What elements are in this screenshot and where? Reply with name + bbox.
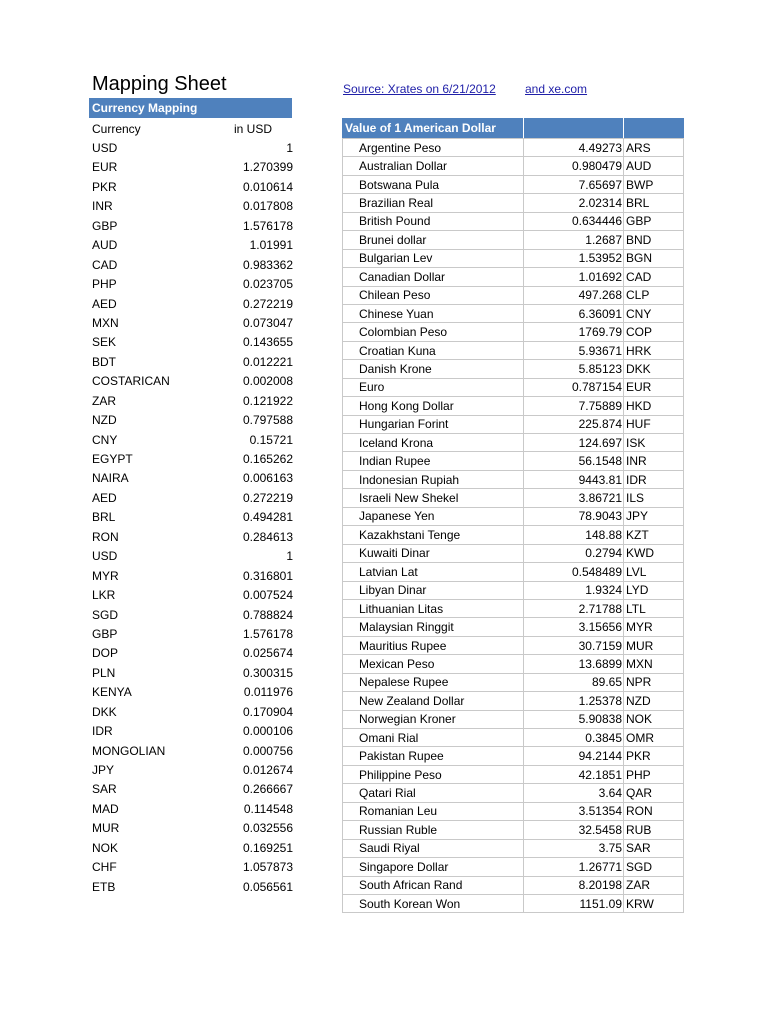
table-row (343, 378, 684, 396)
usd-value: 0.266667 (242, 782, 293, 797)
usd-value: 0.797588 (242, 413, 293, 428)
exchange-rate: 0.787154 (524, 378, 624, 396)
table-row (89, 839, 295, 858)
table-row (343, 526, 684, 544)
table-row (89, 431, 295, 450)
currency-name: Qatari Rial (343, 784, 524, 802)
exchange-rate: 148.88 (524, 526, 624, 544)
table-row (89, 722, 295, 741)
currency-code: PKR (92, 179, 117, 194)
usd-value: 0.011976 (243, 685, 293, 700)
currency-code: SGD (624, 858, 684, 876)
table-row (343, 876, 684, 894)
currency-name: Hong Kong Dollar (343, 397, 524, 415)
exchange-rate: 0.3845 (524, 729, 624, 747)
currency-name: Chilean Peso (343, 286, 524, 304)
currency-name: Brunei dollar (343, 231, 524, 249)
currency-code: NPR (624, 673, 684, 691)
exchange-rate: 1.01692 (524, 268, 624, 286)
table-row (89, 761, 295, 780)
exchange-rate: 42.1851 (524, 765, 624, 783)
exchange-rate: 78.9043 (524, 507, 624, 525)
table-row (89, 606, 295, 625)
currency-code: ZAR (92, 393, 116, 408)
table-row (343, 341, 684, 359)
table-row (89, 683, 295, 702)
currency-name: Colombian Peso (343, 323, 524, 341)
currency-code: HKD (624, 397, 684, 415)
usd-value: 0.017808 (242, 199, 293, 214)
currency-code: PHP (624, 765, 684, 783)
table-row (89, 450, 295, 469)
table-row (89, 469, 295, 488)
table-row (89, 858, 295, 877)
table-row (89, 742, 295, 761)
currency-code: CNY (624, 304, 684, 322)
exchange-rate: 1151.09 (524, 894, 624, 912)
usd-value: 0.170904 (242, 704, 293, 719)
currency-code: RUB (624, 821, 684, 839)
table-row (89, 489, 295, 508)
usd-value: 1.057873 (242, 860, 293, 875)
currency-name: Brazilian Real (343, 194, 524, 212)
currency-code: MXN (624, 655, 684, 673)
table-row (89, 800, 295, 819)
currency-mapping-table (89, 139, 295, 897)
currency-code: KENYA (92, 685, 132, 700)
usd-value: 0.272219 (242, 296, 293, 311)
exchange-rate: 124.697 (524, 434, 624, 452)
currency-column-header: Currency (92, 122, 141, 136)
currency-name: Mexican Peso (343, 655, 524, 673)
table-row (343, 249, 684, 267)
exchange-rate: 6.36091 (524, 304, 624, 322)
currency-code: LKR (92, 588, 116, 603)
currency-code: HUF (624, 415, 684, 433)
table-row (343, 802, 684, 820)
table-row (343, 470, 684, 488)
currency-code: AED (92, 296, 117, 311)
table-row (89, 644, 295, 663)
dollar-value-header-label: Value of 1 American Dollar (345, 121, 496, 135)
currency-code: COSTARICAN (92, 374, 170, 389)
table-row (89, 236, 295, 255)
currency-name: Kuwaiti Dinar (343, 544, 524, 562)
currency-code: NOK (624, 710, 684, 728)
currency-code: KRW (624, 894, 684, 912)
table-row (343, 839, 684, 857)
currency-code: DOP (92, 646, 119, 661)
table-row (343, 175, 684, 193)
exchange-rate: 5.93671 (524, 341, 624, 359)
table-row (343, 231, 684, 249)
page-title: Mapping Sheet (92, 73, 227, 95)
table-row (89, 703, 295, 722)
usd-value: 0.006163 (242, 471, 293, 486)
usd-value: 1 (286, 549, 293, 564)
table-row (343, 323, 684, 341)
currency-name: Philippine Peso (343, 765, 524, 783)
table-row (343, 747, 684, 765)
table-row (89, 411, 295, 430)
currency-name: Chinese Yuan (343, 304, 524, 322)
currency-name: Nepalese Rupee (343, 673, 524, 691)
table-row (343, 304, 684, 322)
usd-value: 0.788824 (242, 607, 293, 622)
currency-code: ILS (624, 489, 684, 507)
currency-code: KZT (624, 526, 684, 544)
currency-code: JPY (92, 763, 115, 777)
exchange-rate: 1.26771 (524, 858, 624, 876)
currency-name: South African Rand (343, 876, 524, 894)
table-row (343, 139, 684, 157)
usd-value: 0.316801 (242, 568, 293, 583)
currency-code: PKR (624, 747, 684, 765)
currency-code: ETB (92, 879, 116, 894)
currency-code: ZAR (624, 876, 684, 894)
usd-value: 0.165262 (242, 452, 293, 466)
table-row (343, 784, 684, 802)
currency-name: Omani Rial (343, 729, 524, 747)
currency-name: Lithuanian Litas (343, 599, 524, 617)
currency-name: Euro (343, 378, 524, 396)
table-row (89, 197, 295, 216)
exchange-rate: 8.20198 (524, 876, 624, 894)
exchange-rate: 3.86721 (524, 489, 624, 507)
currency-code: SEK (92, 335, 117, 350)
currency-name: Iceland Krona (343, 434, 524, 452)
table-row (343, 692, 684, 710)
table-row (89, 392, 295, 411)
table-row (89, 256, 295, 275)
table-row (89, 780, 295, 799)
exchange-rate: 30.7159 (524, 636, 624, 654)
currency-name: Malaysian Ringgit (343, 618, 524, 636)
currency-code: INR (624, 452, 684, 470)
exchange-rate: 3.75 (524, 839, 624, 857)
table-row (89, 508, 295, 527)
exchange-rate: 3.15656 (524, 618, 624, 636)
usd-value: 0.114548 (243, 801, 293, 816)
currency-code: USD (92, 549, 118, 564)
currency-name: Latvian Lat (343, 563, 524, 581)
currency-code: BWP (624, 175, 684, 193)
usd-value: 0.300315 (242, 665, 293, 680)
currency-code: MUR (624, 636, 684, 654)
exchange-rate: 94.2144 (524, 747, 624, 765)
usd-value: 0.15721 (249, 432, 293, 447)
table-row (343, 563, 684, 581)
currency-code: SAR (92, 782, 117, 797)
table-row (343, 599, 684, 617)
xe-link[interactable]: and xe.com (525, 82, 588, 96)
exchange-rate: 5.90838 (524, 710, 624, 728)
usd-value: 0.121922 (242, 393, 293, 408)
exchange-rate: 0.2794 (524, 544, 624, 562)
usd-value: 0.284613 (242, 529, 293, 544)
table-row (89, 314, 295, 333)
currency-name: Israeli New Shekel (343, 489, 524, 507)
usd-value: 0.494281 (242, 510, 293, 525)
table-row (89, 586, 295, 605)
usd-value: 0.032556 (242, 821, 293, 836)
usd-value: 1.576178 (242, 626, 293, 641)
currency-code: MYR (92, 568, 119, 583)
exchange-rate: 1.53952 (524, 249, 624, 267)
currency-code: IDR (92, 724, 113, 739)
currency-code: MXN (92, 315, 119, 330)
table-row (343, 894, 684, 912)
table-row (89, 139, 295, 158)
table-row (343, 544, 684, 562)
currency-code: AUD (624, 157, 684, 175)
table-row (343, 710, 684, 728)
exchange-rate: 2.71788 (524, 599, 624, 617)
table-row (89, 295, 295, 314)
usd-value: 0.272219 (242, 490, 293, 505)
currency-code: EUR (624, 378, 684, 396)
currency-code: LVL (624, 563, 684, 581)
dollar-value-header (342, 118, 684, 138)
currency-name: Japanese Yen (343, 507, 524, 525)
currency-mapping-header-label: Currency Mapping (92, 101, 198, 115)
table-row (89, 878, 295, 897)
exchange-rate: 32.5458 (524, 821, 624, 839)
usd-value: 1.01991 (249, 238, 293, 253)
table-row (89, 275, 295, 294)
table-row (89, 664, 295, 683)
exchange-rate: 2.02314 (524, 194, 624, 212)
exchange-rate: 56.1548 (524, 452, 624, 470)
currency-code: PHP (92, 277, 117, 292)
currency-mapping-header (89, 98, 292, 118)
currency-name: British Pound (343, 212, 524, 230)
table-row (343, 618, 684, 636)
exchange-rate: 1.9324 (524, 581, 624, 599)
currency-code: INR (92, 199, 113, 214)
currency-code: MUR (92, 821, 120, 836)
currency-name: Croatian Kuna (343, 341, 524, 359)
currency-code: MYR (624, 618, 684, 636)
usd-value: 0.073047 (242, 315, 293, 330)
currency-name: Bulgarian Lev (343, 249, 524, 267)
header-divider (623, 118, 624, 138)
currency-name: Saudi Riyal (343, 839, 524, 857)
exchange-rate: 7.65697 (524, 175, 624, 193)
currency-code: BRL (624, 194, 684, 212)
currency-name: Libyan Dinar (343, 581, 524, 599)
table-row (343, 489, 684, 507)
usd-value: 0.000106 (242, 724, 293, 739)
currency-name: Kazakhstani Tenge (343, 526, 524, 544)
currency-code: USD (92, 141, 118, 155)
exchange-rate: 1.2687 (524, 231, 624, 249)
table-row (89, 625, 295, 644)
table-row (343, 636, 684, 654)
table-row (89, 333, 295, 352)
currency-name: Romanian Leu (343, 802, 524, 820)
table-row (343, 415, 684, 433)
table-row (89, 353, 295, 372)
table-row (89, 178, 295, 197)
table-row (89, 547, 295, 566)
table-row (343, 286, 684, 304)
currency-name: Indian Rupee (343, 452, 524, 470)
exchange-rate: 497.268 (524, 286, 624, 304)
currency-name: Danish Krone (343, 360, 524, 378)
exchange-rate: 1769.79 (524, 323, 624, 341)
currency-code: RON (624, 802, 684, 820)
currency-code: DKK (624, 360, 684, 378)
usd-value: 0.010614 (242, 179, 293, 194)
exchange-rate: 9443.81 (524, 470, 624, 488)
exchange-rate: 5.85123 (524, 360, 624, 378)
currency-code: CNY (92, 432, 118, 447)
currency-code: SGD (92, 607, 119, 622)
currency-name: New Zealand Dollar (343, 692, 524, 710)
usd-value: 0.012674 (242, 763, 293, 777)
currency-code: AUD (92, 238, 118, 253)
usd-value: 1.576178 (242, 218, 293, 233)
exchange-rate: 4.49273 (524, 139, 624, 157)
currency-code: NOK (92, 840, 119, 855)
currency-code: ARS (624, 139, 684, 157)
currency-code: LYD (624, 581, 684, 599)
usd-value: 0.056561 (242, 879, 293, 894)
currency-name: Argentine Peso (343, 139, 524, 157)
currency-name: Canadian Dollar (343, 268, 524, 286)
source-link[interactable]: Source: Xrates on 6/21/2012 (343, 82, 496, 96)
table-row (89, 372, 295, 391)
currency-code: RON (92, 529, 119, 544)
currency-code: NAIRA (92, 471, 129, 486)
currency-name: Russian Ruble (343, 821, 524, 839)
table-row (343, 157, 684, 175)
table-row (343, 581, 684, 599)
currency-name: Hungarian Forint (343, 415, 524, 433)
table-row (343, 268, 684, 286)
currency-code: DKK (92, 704, 117, 719)
currency-name: Singapore Dollar (343, 858, 524, 876)
table-row (343, 673, 684, 691)
currency-code: CLP (624, 286, 684, 304)
currency-code: GBP (92, 218, 118, 233)
table-row (343, 655, 684, 673)
dollar-value-table (342, 138, 684, 913)
exchange-rate: 225.874 (524, 415, 624, 433)
exchange-rate: 3.51354 (524, 802, 624, 820)
currency-code: QAR (624, 784, 684, 802)
currency-code: MAD (92, 801, 119, 816)
exchange-rate: 0.980479 (524, 157, 624, 175)
table-row (343, 194, 684, 212)
currency-code: NZD (92, 413, 117, 428)
currency-name: Mauritius Rupee (343, 636, 524, 654)
currency-code: GBP (92, 626, 118, 641)
table-row (89, 567, 295, 586)
currency-name: Botswana Pula (343, 175, 524, 193)
table-row (343, 858, 684, 876)
currency-code: OMR (624, 729, 684, 747)
usd-value: 0.169251 (242, 840, 293, 855)
usd-value: 0.000756 (242, 743, 293, 758)
currency-code: GBP (624, 212, 684, 230)
usd-value: 0.023705 (242, 277, 293, 292)
exchange-rate: 0.548489 (524, 563, 624, 581)
currency-code: MONGOLIAN (92, 743, 166, 758)
currency-code: HRK (624, 341, 684, 359)
currency-code: CAD (624, 268, 684, 286)
currency-code: KWD (624, 544, 684, 562)
usd-value: 0.025674 (242, 646, 293, 661)
currency-code: EUR (92, 160, 118, 175)
table-row (343, 765, 684, 783)
currency-name: South Korean Won (343, 894, 524, 912)
table-row (343, 212, 684, 230)
table-row (89, 528, 295, 547)
currency-code: AED (92, 490, 117, 505)
usd-value: 0.002008 (242, 374, 293, 389)
table-row (89, 158, 295, 177)
exchange-rate: 1.25378 (524, 692, 624, 710)
table-row (343, 360, 684, 378)
usd-value: 0.007524 (242, 588, 293, 603)
usd-value: 1 (286, 141, 293, 155)
currency-code: IDR (624, 470, 684, 488)
exchange-rate: 13.6899 (524, 655, 624, 673)
exchange-rate: 7.75889 (524, 397, 624, 415)
exchange-rate: 0.634446 (524, 212, 624, 230)
usd-value: 0.983362 (242, 257, 293, 272)
table-row (89, 819, 295, 838)
currency-code: CHF (92, 860, 117, 875)
currency-code: JPY (624, 507, 684, 525)
usd-value: 0.012221 (242, 354, 293, 369)
table-row (343, 434, 684, 452)
currency-code: EGYPT (92, 452, 133, 466)
currency-code: SAR (624, 839, 684, 857)
currency-code: LTL (624, 599, 684, 617)
exchange-rate: 89.65 (524, 673, 624, 691)
currency-code: PLN (92, 665, 116, 680)
currency-code: COP (624, 323, 684, 341)
in-usd-column-header: in USD (234, 122, 273, 136)
currency-code: BGN (624, 249, 684, 267)
currency-name: Indonesian Rupiah (343, 470, 524, 488)
currency-code: BDT (92, 354, 116, 369)
table-row (343, 397, 684, 415)
table-row (343, 452, 684, 470)
currency-code: CAD (92, 257, 118, 272)
currency-code: BRL (92, 510, 116, 525)
currency-name: Australian Dollar (343, 157, 524, 175)
exchange-rate: 3.64 (524, 784, 624, 802)
usd-value: 0.143655 (242, 335, 293, 350)
table-row (343, 821, 684, 839)
table-row (343, 729, 684, 747)
usd-value: 1.270399 (242, 160, 293, 175)
header-divider (523, 118, 524, 138)
currency-name: Norwegian Kroner (343, 710, 524, 728)
currency-code: ISK (624, 434, 684, 452)
currency-code: BND (624, 231, 684, 249)
table-row (343, 507, 684, 525)
currency-code: NZD (624, 692, 684, 710)
table-row (89, 217, 295, 236)
currency-name: Pakistan Rupee (343, 747, 524, 765)
